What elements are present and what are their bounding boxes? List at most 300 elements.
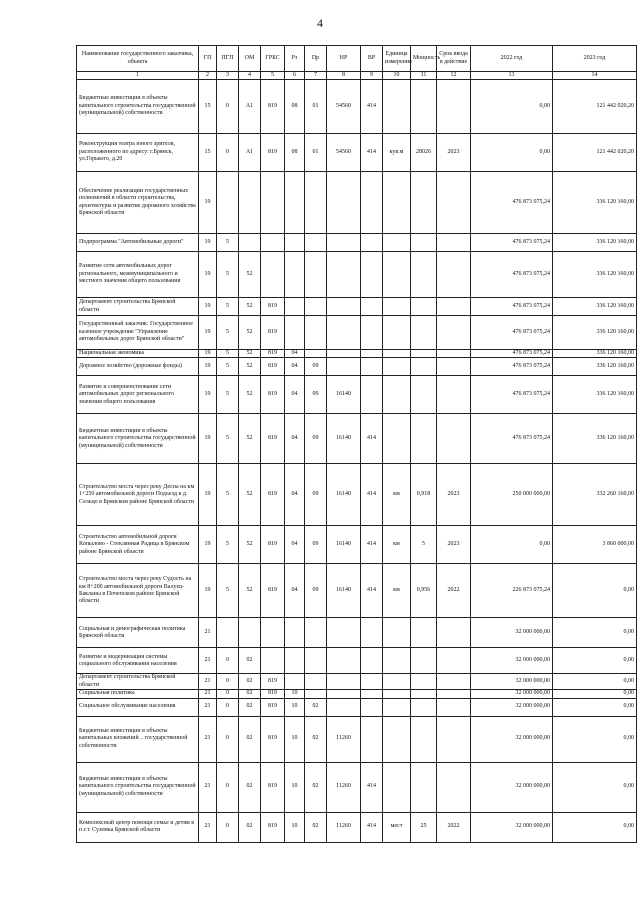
table-row <box>77 690 637 698</box>
commission-term-cell <box>437 172 471 234</box>
amount-2022-cell: 32 000 000,00 <box>471 762 553 812</box>
grbs-cell: 819 <box>261 414 285 464</box>
object-name: Строительство моста через реку Десна на км 1+250 автомобильной дороги Подъезд к д. Сельцо в Брянском районе Брянской области <box>77 464 199 526</box>
index-cell: 5 <box>261 72 285 80</box>
commission-term-cell <box>437 252 471 298</box>
gp-cell: 19 <box>199 414 217 464</box>
header-cell: 2022 год <box>471 46 553 72</box>
amount-2022-cell: 32 000 000,00 <box>471 716 553 762</box>
gp-cell: 19 <box>199 350 217 358</box>
vr-cell: 414 <box>361 762 383 812</box>
header-cell: ВР <box>361 46 383 72</box>
vr-cell <box>361 690 383 698</box>
om-cell: 02 <box>239 674 261 690</box>
table-row <box>77 812 637 842</box>
om-cell: 52 <box>239 564 261 618</box>
gp-cell: 21 <box>199 674 217 690</box>
capacity-cell <box>411 674 437 690</box>
om-cell <box>239 234 261 252</box>
gp-cell: 19 <box>199 376 217 414</box>
unit-cell <box>383 172 411 234</box>
gp-cell: 21 <box>199 698 217 716</box>
om-cell: 02 <box>239 690 261 698</box>
gp-cell: 19 <box>199 526 217 564</box>
grbs-cell: 819 <box>261 358 285 376</box>
pr-cell <box>305 690 327 698</box>
table-row <box>77 350 637 358</box>
pr-cell <box>305 648 327 674</box>
pr-cell: 02 <box>305 698 327 716</box>
commission-term-cell: 2023 <box>437 134 471 172</box>
pgp-cell <box>217 618 239 648</box>
om-cell: 52 <box>239 350 261 358</box>
index-cell: 13 <box>471 72 553 80</box>
unit-cell <box>383 648 411 674</box>
gp-cell: 19 <box>199 252 217 298</box>
amount-2022-cell: 476 873 075,24 <box>471 350 553 358</box>
om-cell: 52 <box>239 358 261 376</box>
object-name: Национальная экономика <box>77 350 199 358</box>
table-row <box>77 716 637 762</box>
gp-cell: 21 <box>199 690 217 698</box>
rz-cell: 04 <box>285 358 305 376</box>
header-cell: ОМ <box>239 46 261 72</box>
capacity-cell: 0,956 <box>411 564 437 618</box>
nr-cell <box>327 350 361 358</box>
rz-cell: 04 <box>285 376 305 414</box>
rz-cell: 10 <box>285 716 305 762</box>
index-cell: 4 <box>239 72 261 80</box>
amount-2023-cell: 121 442 020,20 <box>553 134 637 172</box>
vr-cell <box>361 698 383 716</box>
rz-cell <box>285 674 305 690</box>
amount-2023-cell: 0,00 <box>553 690 637 698</box>
gp-cell: 19 <box>199 234 217 252</box>
amount-2023-cell: 0,00 <box>553 762 637 812</box>
vr-cell <box>361 350 383 358</box>
table-row <box>77 234 637 252</box>
om-cell: А1 <box>239 134 261 172</box>
pr-cell: 02 <box>305 762 327 812</box>
capacity-cell <box>411 298 437 316</box>
vr-cell <box>361 618 383 648</box>
object-name: Развитие и модернизация системы социального обслуживания населения <box>77 648 199 674</box>
header-cell: 2023 год <box>553 46 637 72</box>
object-name: Реконструкция театра юного зрителя, расположенного по адресу: г.Брянск, ул.Горького, д.20 <box>77 134 199 172</box>
pgp-cell: 5 <box>217 350 239 358</box>
table-row <box>77 526 637 564</box>
grbs-cell <box>261 172 285 234</box>
amount-2023-cell: 3 860 000,00 <box>553 526 637 564</box>
amount-2023-cell: 0,00 <box>553 698 637 716</box>
rz-cell: 04 <box>285 564 305 618</box>
amount-2023-cell: 0,00 <box>553 564 637 618</box>
rz-cell: 10 <box>285 698 305 716</box>
nr-cell <box>327 234 361 252</box>
commission-term-cell <box>437 698 471 716</box>
commission-term-cell: 2023 <box>437 464 471 526</box>
gp-cell: 21 <box>199 812 217 842</box>
object-name: Строительство автомобильной дороги Копылово - Стеклянная Радица в Брянском районе Брянской области <box>77 526 199 564</box>
gp-cell: 19 <box>199 564 217 618</box>
nr-cell: 11260 <box>327 762 361 812</box>
vr-cell: 414 <box>361 134 383 172</box>
object-name: Дорожное хозяйство (дорожные фонды) <box>77 358 199 376</box>
om-cell: 52 <box>239 298 261 316</box>
grbs-cell: 819 <box>261 564 285 618</box>
vr-cell <box>361 252 383 298</box>
pgp-cell: 5 <box>217 526 239 564</box>
nr-cell: 11260 <box>327 812 361 842</box>
rz-cell <box>285 618 305 648</box>
vr-cell: 414 <box>361 414 383 464</box>
nr-cell <box>327 358 361 376</box>
nr-cell <box>327 316 361 350</box>
table-row <box>77 172 637 234</box>
amount-2022-cell: 0,00 <box>471 526 553 564</box>
nr-cell: 54560 <box>327 134 361 172</box>
grbs-cell: 819 <box>261 674 285 690</box>
nr-cell <box>327 698 361 716</box>
commission-term-cell <box>437 350 471 358</box>
grbs-cell <box>261 234 285 252</box>
index-cell: 14 <box>553 72 637 80</box>
header-cell: Срок ввода в действие <box>437 46 471 72</box>
amount-2022-cell: 226 873 075,24 <box>471 564 553 618</box>
header-row <box>77 46 637 72</box>
commission-term-cell: 2022 <box>437 564 471 618</box>
pgp-cell: 5 <box>217 298 239 316</box>
unit-cell <box>383 618 411 648</box>
object-name: Государственный заказчик: Государственное казенное учреждение "Управление автомобильных дорог Брянской области" <box>77 316 199 350</box>
vr-cell <box>361 172 383 234</box>
grbs-cell: 819 <box>261 716 285 762</box>
rz-cell <box>285 316 305 350</box>
om-cell: 02 <box>239 716 261 762</box>
gp-cell: 19 <box>199 464 217 526</box>
commission-term-cell <box>437 376 471 414</box>
pr-cell: 01 <box>305 80 327 134</box>
amount-2023-cell: 336 120 160,00 <box>553 414 637 464</box>
object-name: Строительство моста через реку Судость на км 8+200 автомобильной дороги Валуец-Бакланы в Почепском районе Брянской области <box>77 564 199 618</box>
gp-cell: 21 <box>199 648 217 674</box>
pgp-cell: 0 <box>217 80 239 134</box>
grbs-cell: 819 <box>261 298 285 316</box>
table-row <box>77 252 637 298</box>
pr-cell <box>305 234 327 252</box>
table-row <box>77 464 637 526</box>
om-cell: 52 <box>239 414 261 464</box>
nr-cell: 16140 <box>327 414 361 464</box>
object-name: Комплексный центр помощи семье и детям в п.г.т. Суземка Брянской области <box>77 812 199 842</box>
amount-2023-cell: 336 120 160,00 <box>553 358 637 376</box>
rz-cell: 08 <box>285 80 305 134</box>
pr-cell: 09 <box>305 526 327 564</box>
nr-cell: 11260 <box>327 716 361 762</box>
pr-cell <box>305 172 327 234</box>
om-cell: 52 <box>239 464 261 526</box>
unit-cell <box>383 298 411 316</box>
unit-cell: км <box>383 526 411 564</box>
header-cell: Рз <box>285 46 305 72</box>
amount-2023-cell: 336 120 160,00 <box>553 350 637 358</box>
nr-cell: 16140 <box>327 376 361 414</box>
header-cell: Наименование государственного заказчика, объекта <box>77 46 199 72</box>
unit-cell <box>383 376 411 414</box>
amount-2022-cell: 32 000 000,00 <box>471 648 553 674</box>
index-cell: 2 <box>199 72 217 80</box>
om-cell: А1 <box>239 80 261 134</box>
amount-2023-cell: 0,00 <box>553 716 637 762</box>
amount-2022-cell: 32 000 000,00 <box>471 674 553 690</box>
nr-cell: 16140 <box>327 564 361 618</box>
vr-cell: 414 <box>361 80 383 134</box>
amount-2023-cell: 336 120 160,00 <box>553 298 637 316</box>
grbs-cell <box>261 648 285 674</box>
amount-2023-cell: 332 260 160,00 <box>553 464 637 526</box>
unit-cell <box>383 350 411 358</box>
grbs-cell: 819 <box>261 762 285 812</box>
amount-2022-cell: 0,00 <box>471 134 553 172</box>
amount-2022-cell: 476 873 075,24 <box>471 376 553 414</box>
pgp-cell: 5 <box>217 564 239 618</box>
grbs-cell: 819 <box>261 80 285 134</box>
object-name: Социальная и демографическая политика Брянской области <box>77 618 199 648</box>
nr-cell <box>327 690 361 698</box>
capacity-cell <box>411 252 437 298</box>
unit-cell <box>383 252 411 298</box>
capacity-cell <box>411 690 437 698</box>
capacity-cell <box>411 172 437 234</box>
unit-cell <box>383 690 411 698</box>
pgp-cell: 5 <box>217 464 239 526</box>
object-name: Бюджетные инвестиции в объекты капитального строительства государственной (муниципальной) собственности <box>77 80 199 134</box>
grbs-cell: 819 <box>261 526 285 564</box>
amount-2022-cell: 32 000 000,00 <box>471 698 553 716</box>
pr-cell: 01 <box>305 134 327 172</box>
pr-cell: 09 <box>305 358 327 376</box>
om-cell: 02 <box>239 812 261 842</box>
object-name: Департамент строительства Брянской области <box>77 674 199 690</box>
om-cell: 52 <box>239 376 261 414</box>
table-row <box>77 298 637 316</box>
nr-cell <box>327 618 361 648</box>
grbs-cell: 819 <box>261 350 285 358</box>
table-row <box>77 316 637 350</box>
capacity-cell <box>411 618 437 648</box>
pgp-cell: 5 <box>217 358 239 376</box>
header-cell: ГРБС <box>261 46 285 72</box>
gp-cell: 21 <box>199 716 217 762</box>
rz-cell: 10 <box>285 690 305 698</box>
rz-cell <box>285 298 305 316</box>
pr-cell <box>305 350 327 358</box>
vr-cell: 414 <box>361 564 383 618</box>
capacity-cell <box>411 762 437 812</box>
pgp-cell: 0 <box>217 690 239 698</box>
nr-cell: 16140 <box>327 526 361 564</box>
rz-cell: 04 <box>285 526 305 564</box>
gp-cell: 19 <box>199 298 217 316</box>
commission-term-cell: 2022 <box>437 812 471 842</box>
object-name: Бюджетные инвестиции в объекты капитального строительства государственной (муниципальной) собственности <box>77 414 199 464</box>
amount-2022-cell: 476 873 075,24 <box>471 172 553 234</box>
grbs-cell: 819 <box>261 464 285 526</box>
amount-2023-cell: 0,00 <box>553 674 637 690</box>
header-cell: Пр <box>305 46 327 72</box>
capacity-cell <box>411 234 437 252</box>
vr-cell: 414 <box>361 526 383 564</box>
unit-cell: км <box>383 564 411 618</box>
grbs-cell: 819 <box>261 134 285 172</box>
table-row <box>77 80 637 134</box>
object-name: Бюджетные инвестиции в объекты капитального строительства государственной (муниципальной) собственности <box>77 762 199 812</box>
amount-2022-cell: 476 873 075,24 <box>471 234 553 252</box>
object-name: Обеспечение реализации государственных полномочий в области строительства, архитектуры и развитие дорожного хозяйства Брянской области <box>77 172 199 234</box>
index-cell: 8 <box>327 72 361 80</box>
pr-cell: 02 <box>305 812 327 842</box>
capacity-cell: 25 <box>411 812 437 842</box>
commission-term-cell <box>437 298 471 316</box>
amount-2023-cell: 336 120 160,00 <box>553 316 637 350</box>
vr-cell <box>361 316 383 350</box>
unit-cell <box>383 698 411 716</box>
om-cell <box>239 172 261 234</box>
table-row <box>77 134 637 172</box>
pr-cell: 09 <box>305 564 327 618</box>
amount-2023-cell: 336 120 160,00 <box>553 234 637 252</box>
rz-cell: 04 <box>285 464 305 526</box>
pr-cell: 09 <box>305 464 327 526</box>
gp-cell: 19 <box>199 316 217 350</box>
pr-cell: 02 <box>305 716 327 762</box>
grbs-cell <box>261 252 285 298</box>
vr-cell <box>361 674 383 690</box>
page-number: 4 <box>317 16 323 30</box>
gp-cell: 19 <box>199 172 217 234</box>
index-cell: 7 <box>305 72 327 80</box>
capacity-cell <box>411 414 437 464</box>
index-cell: 12 <box>437 72 471 80</box>
capacity-cell <box>411 316 437 350</box>
nr-cell <box>327 648 361 674</box>
column-index-row <box>77 72 637 80</box>
rz-cell: 10 <box>285 812 305 842</box>
om-cell: 52 <box>239 252 261 298</box>
pr-cell: 09 <box>305 414 327 464</box>
amount-2023-cell: 336 120 160,00 <box>553 172 637 234</box>
commission-term-cell <box>437 234 471 252</box>
pr-cell <box>305 298 327 316</box>
index-cell: 3 <box>217 72 239 80</box>
grbs-cell: 819 <box>261 376 285 414</box>
nr-cell: 54560 <box>327 80 361 134</box>
header-cell: Мощность <box>411 46 437 72</box>
pgp-cell <box>217 172 239 234</box>
pgp-cell: 0 <box>217 674 239 690</box>
capacity-cell: 0,918 <box>411 464 437 526</box>
amount-2022-cell: 476 873 075,24 <box>471 298 553 316</box>
rz-cell <box>285 648 305 674</box>
pgp-cell: 0 <box>217 648 239 674</box>
unit-cell <box>383 414 411 464</box>
header-cell: Единица измерения <box>383 46 411 72</box>
commission-term-cell <box>437 762 471 812</box>
amount-2022-cell: 0,00 <box>471 80 553 134</box>
amount-2022-cell: 250 000 000,00 <box>471 464 553 526</box>
pr-cell <box>305 674 327 690</box>
commission-term-cell <box>437 80 471 134</box>
amount-2022-cell: 32 000 000,00 <box>471 618 553 648</box>
header-cell: НР <box>327 46 361 72</box>
capacity-cell: 28026 <box>411 134 437 172</box>
commission-term-cell <box>437 716 471 762</box>
vr-cell: 414 <box>361 464 383 526</box>
table-row <box>77 564 637 618</box>
index-cell: 9 <box>361 72 383 80</box>
om-cell: 02 <box>239 698 261 716</box>
rz-cell: 10 <box>285 762 305 812</box>
table-body <box>77 80 637 843</box>
om-cell: 52 <box>239 526 261 564</box>
nr-cell <box>327 298 361 316</box>
commission-term-cell <box>437 618 471 648</box>
rz-cell <box>285 234 305 252</box>
pgp-cell: 5 <box>217 376 239 414</box>
rz-cell <box>285 252 305 298</box>
commission-term-cell <box>437 648 471 674</box>
nr-cell <box>327 172 361 234</box>
vr-cell <box>361 298 383 316</box>
grbs-cell: 819 <box>261 316 285 350</box>
index-cell: 10 <box>383 72 411 80</box>
table-row <box>77 618 637 648</box>
vr-cell <box>361 716 383 762</box>
commission-term-cell <box>437 414 471 464</box>
capacity-cell <box>411 358 437 376</box>
capacity-cell: 5 <box>411 526 437 564</box>
pgp-cell: 0 <box>217 716 239 762</box>
amount-2023-cell: 0,00 <box>553 812 637 842</box>
unit-cell <box>383 762 411 812</box>
om-cell: 02 <box>239 762 261 812</box>
gp-cell: 21 <box>199 762 217 812</box>
object-name: Социальное обслуживание населения <box>77 698 199 716</box>
object-name: Бюджетные инвестиции в объекты капитальных вложений .. государственной собственности <box>77 716 199 762</box>
commission-term-cell <box>437 316 471 350</box>
pgp-cell: 0 <box>217 812 239 842</box>
grbs-cell: 819 <box>261 698 285 716</box>
grbs-cell: 819 <box>261 690 285 698</box>
header-cell: ГП <box>199 46 217 72</box>
amount-2023-cell: 336 120 160,00 <box>553 252 637 298</box>
pgp-cell: 0 <box>217 134 239 172</box>
investment-table <box>76 45 637 843</box>
pgp-cell: 0 <box>217 762 239 812</box>
object-name: Подпрограмма "Автомобильные дороги" <box>77 234 199 252</box>
unit-cell: км <box>383 464 411 526</box>
table-row <box>77 648 637 674</box>
vr-cell <box>361 376 383 414</box>
vr-cell: 414 <box>361 812 383 842</box>
amount-2023-cell: 336 120 160,00 <box>553 376 637 414</box>
capacity-cell <box>411 80 437 134</box>
amount-2022-cell: 476 873 075,24 <box>471 316 553 350</box>
pgp-cell: 5 <box>217 414 239 464</box>
commission-term-cell <box>437 690 471 698</box>
grbs-cell <box>261 618 285 648</box>
gp-cell: 19 <box>199 358 217 376</box>
